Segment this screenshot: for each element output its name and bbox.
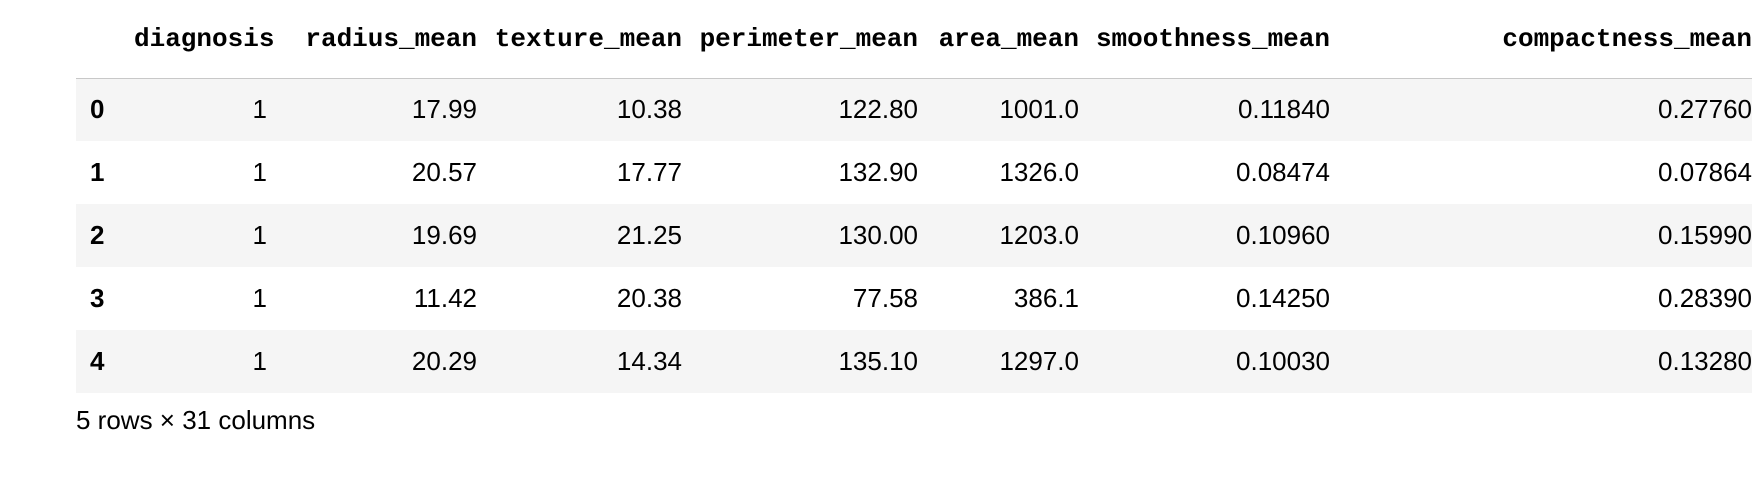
table-cell: 0.10030 — [1236, 346, 1330, 376]
dataframe-shape-caption: 5 rows × 31 columns — [76, 405, 316, 435]
index-header — [76, 0, 134, 78]
table-cell: 17.99 — [411, 94, 477, 125]
column-header-diagnosis: diagnosis — [134, 0, 267, 78]
table-cell: 19.69 — [411, 220, 477, 250]
table-cell: 1 — [252, 220, 267, 250]
header-row — [76, 0, 1752, 78]
table-cell: 135.10 — [838, 346, 918, 376]
column-header-compactness-mean: compactness_mean — [1330, 0, 1752, 78]
column-header-perimeter-mean: perimeter_mean — [682, 0, 918, 78]
column-header-radius-mean: radius_mean — [267, 0, 477, 78]
table-cell: 20.29 — [411, 346, 477, 376]
table-cell: 132.90 — [838, 157, 918, 187]
table-cell: 122.80 — [838, 94, 918, 125]
column-header-texture-mean: texture_mean — [477, 0, 682, 78]
table-cell: 0.10960 — [1236, 220, 1330, 250]
table-cell: 1326.0 — [999, 157, 1079, 187]
table-cell: 1 — [252, 283, 267, 313]
row-index: 4 — [90, 346, 105, 376]
row-index: 0 — [90, 94, 105, 125]
table-row — [76, 330, 1752, 393]
row-index: 1 — [90, 157, 105, 187]
row-index: 3 — [90, 283, 105, 313]
table-cell: 0.08474 — [1236, 157, 1330, 187]
row-index: 2 — [90, 220, 105, 250]
table-cell: 0.28390 — [1658, 283, 1752, 313]
table-cell: 20.57 — [411, 157, 477, 187]
table-cell: 0.13280 — [1658, 346, 1752, 376]
table-cell: 10.38 — [616, 94, 682, 125]
table-cell: 1 — [252, 346, 267, 376]
table-row — [76, 141, 1752, 204]
table-cell: 1 — [252, 157, 267, 187]
table-cell: 0.07864 — [1658, 157, 1752, 187]
table-row — [76, 204, 1752, 267]
table-cell: 0.11840 — [1237, 94, 1330, 125]
table-cell: 1 — [252, 94, 267, 125]
column-header-area-mean: area_mean — [918, 0, 1079, 78]
table-cell: 14.34 — [616, 346, 682, 376]
table-cell: 20.38 — [616, 283, 682, 313]
table-cell: 17.77 — [616, 157, 682, 187]
table-row — [76, 267, 1752, 330]
table-cell: 0.14250 — [1236, 283, 1330, 313]
table-cell: 386.1 — [1013, 283, 1079, 313]
table-row — [76, 78, 1752, 141]
table-cell: 1297.0 — [999, 346, 1079, 376]
dataframe-table — [76, 0, 1752, 393]
table-cell: 11.42 — [413, 283, 477, 313]
table-cell: 21.25 — [616, 220, 682, 250]
table-cell: 1001.0 — [999, 94, 1079, 125]
table-cell: 130.00 — [838, 220, 918, 250]
table-cell: 0.27760 — [1658, 94, 1752, 125]
dataframe-output — [76, 0, 1752, 393]
table-cell: 1203.0 — [999, 220, 1079, 250]
table-cell: 77.58 — [852, 283, 918, 313]
column-header-smoothness-mean: smoothness_mean — [1079, 0, 1330, 78]
table-cell: 0.15990 — [1658, 220, 1752, 250]
